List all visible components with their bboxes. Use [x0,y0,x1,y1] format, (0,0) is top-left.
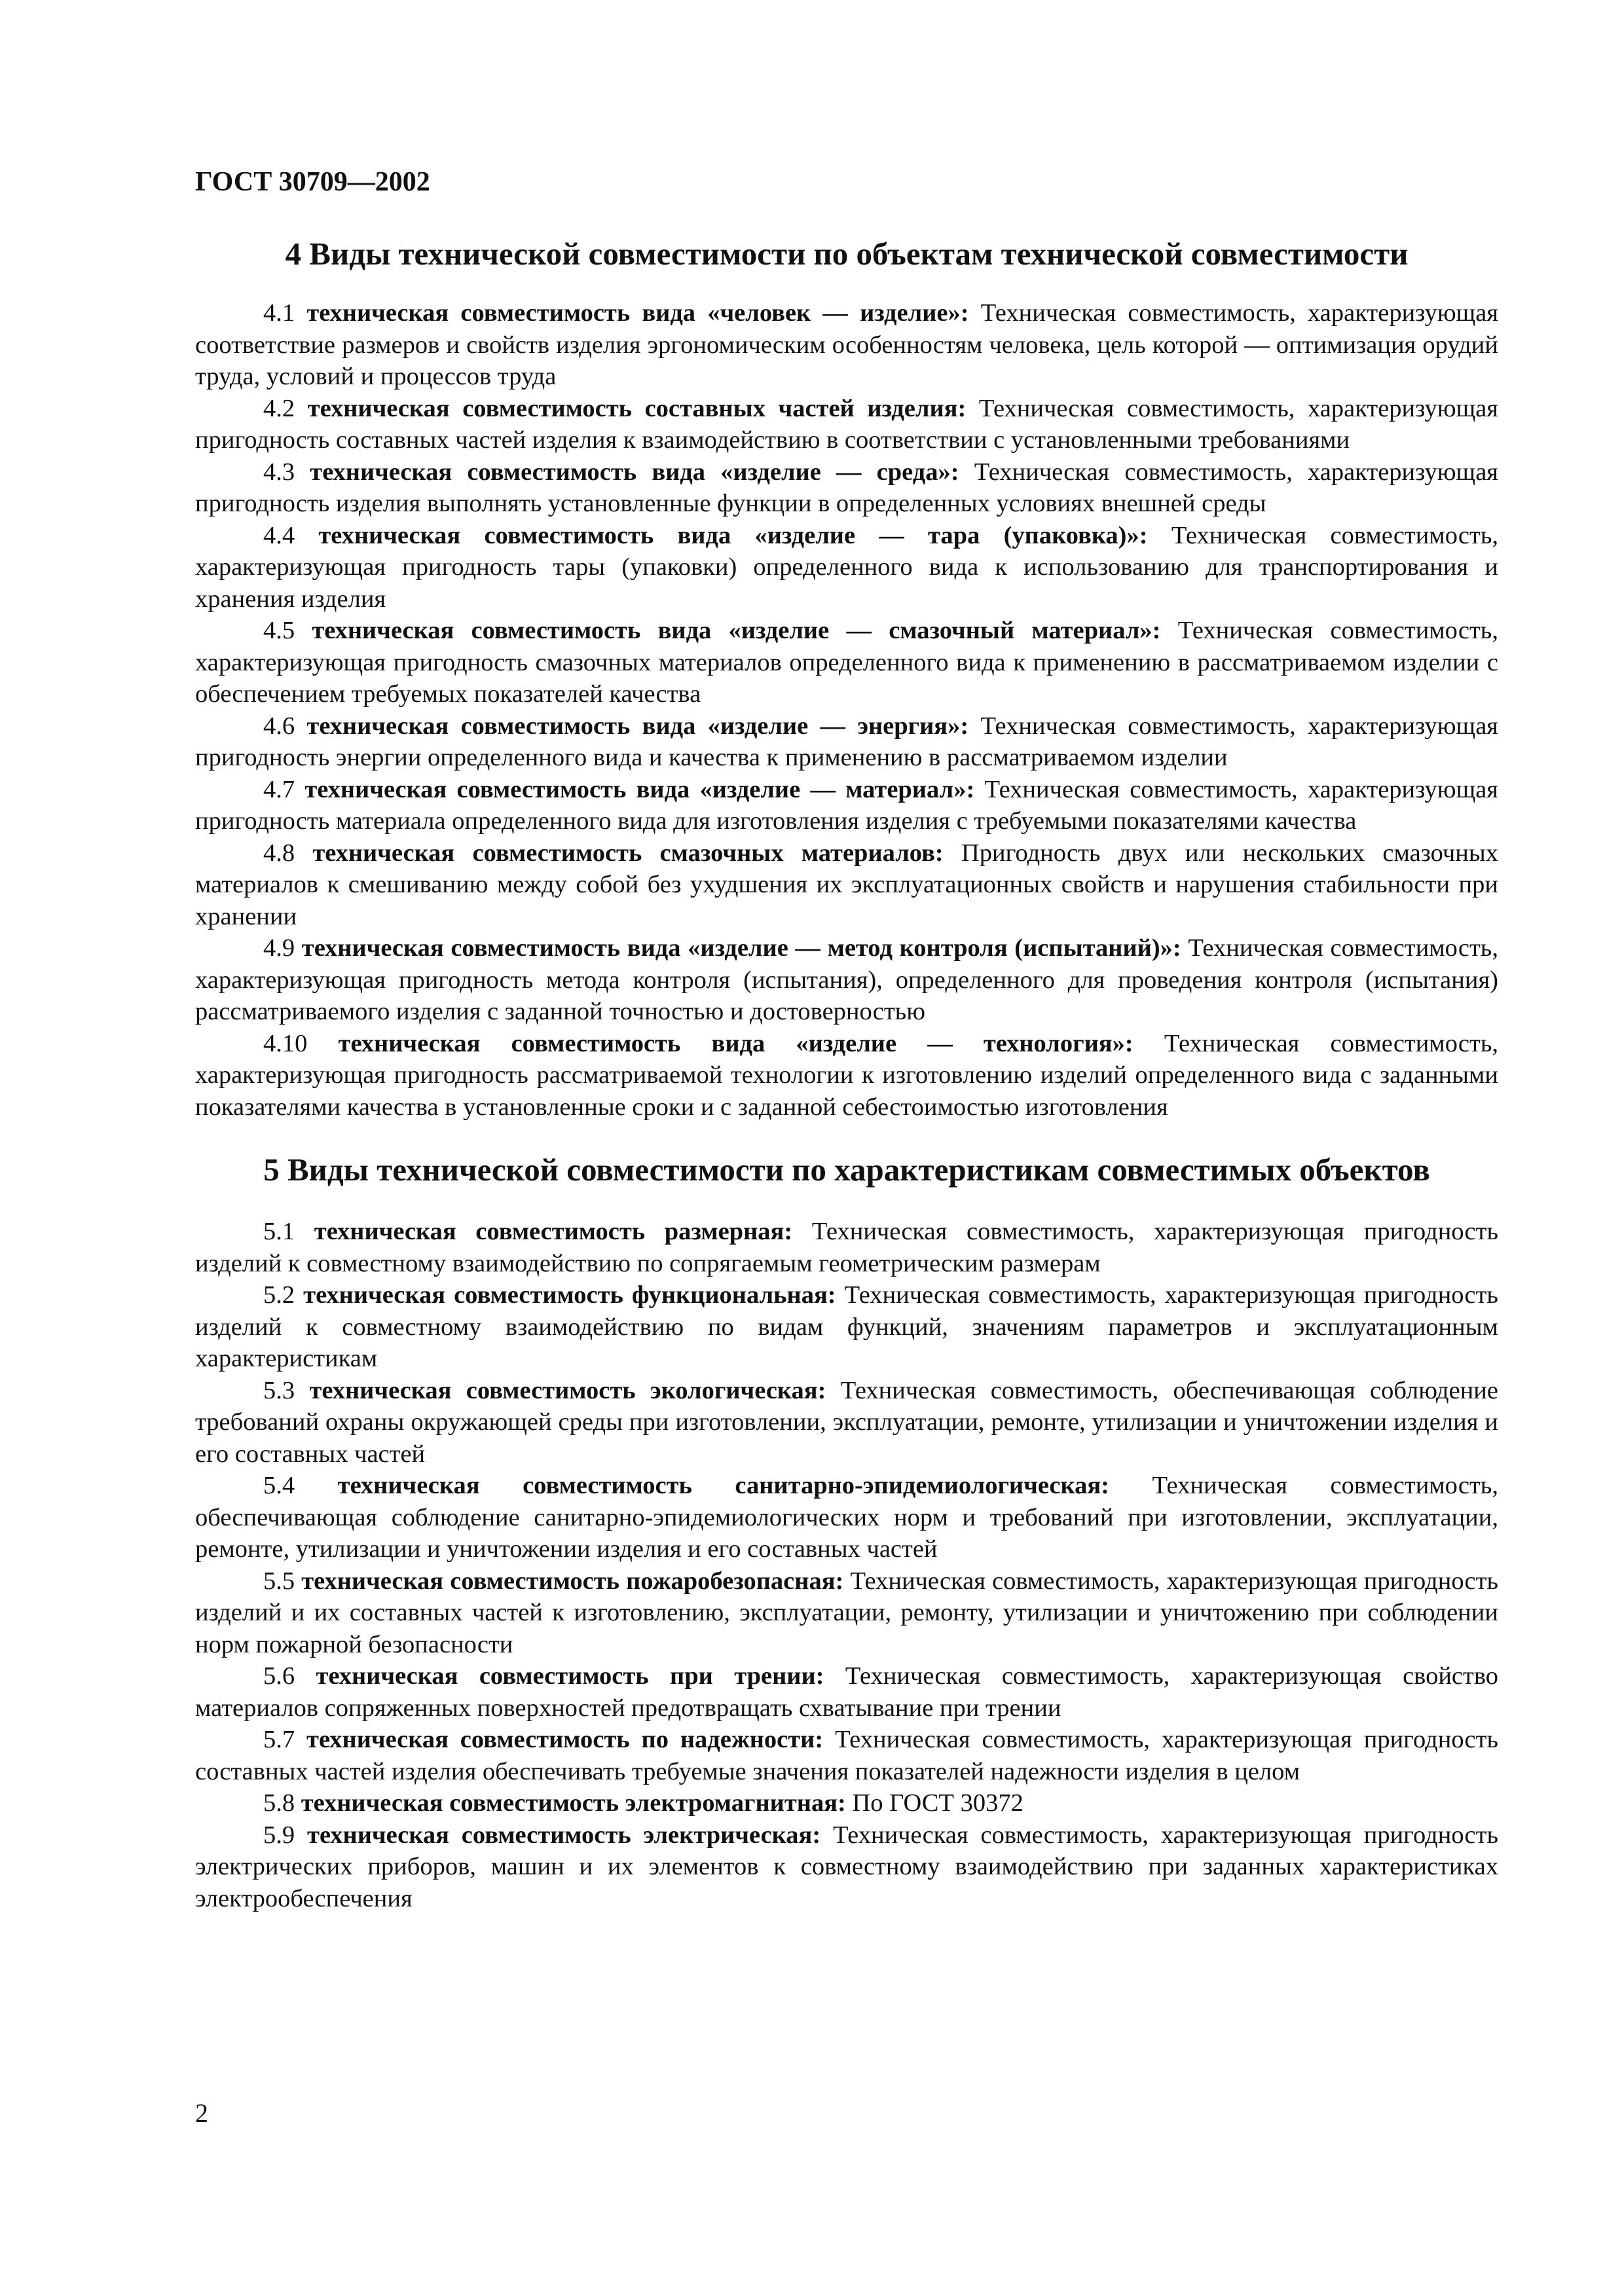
entry-number: 4.3 [263,458,295,486]
page-number: 2 [195,2098,208,2128]
entry-term: техническая совместимость вида «изделие — материал»: [304,775,975,803]
entry-definition: По ГОСТ 30372 [852,1789,1023,1817]
entry-4-9 [195,932,1498,1028]
entry-number: 5.5 [263,1567,295,1595]
entry-definition: Техническая совместимость, характеризующая пригодность электрических приборов, машин и их элементов к совместному взаимодействию при заданных характеристиках электрообеспечения [195,1821,1499,1912]
entry-definition: Техническая совместимость, характеризующая соответствие размеров и свойств изделия эргономическим особенностям человека, цель которой — оптимизация орудий труда, условий и процессов труда [195,299,1499,390]
entry-5-5 [195,1565,1498,1661]
entry-definition: Техническая совместимость, характеризующая пригодность изделий и их составных частей к изготовлению, эксплуатации, ремонту, утилизации и уничтожению при соблюдении норм пожарной безопасности [195,1567,1499,1658]
section-4-entries [195,297,1498,1123]
entry-definition: Пригодность двух или нескольких смазочных материалов к смешиванию между собой без ухудшения их эксплуатационных свойств и нарушения стабильности при хранении [195,839,1498,930]
entry-number: 4.1 [263,299,295,327]
entry-term: техническая совместимость вида «человек — изделие»: [306,299,969,327]
entry-definition: Техническая совместимость, характеризующая пригодность изделия выполнять установленные функции в определенных условиях внешней среды [195,458,1499,517]
entry-4-2 [195,393,1498,456]
entry-5-2 [195,1279,1498,1375]
entry-term: техническая совместимость составных частей изделия: [307,394,967,422]
entry-definition: Техническая совместимость, характеризующая пригодность составных частей изделия обеспечивать требуемые значения показателей надежности изделия в целом [195,1726,1499,1785]
entry-definition: Техническая совместимость, характеризующая пригодность составных частей изделия к взаимодействию в соответствии с установленными требованиями [195,394,1499,454]
entry-5-8 [195,1787,1498,1819]
entry-4-1 [195,297,1498,393]
entry-definition: Техническая совместимость, характеризующая пригодность тары (упаковки) определенного вида к использованию для транспортирования и хранения изделия [195,521,1499,613]
entry-term: техническая совместимость размерная: [314,1218,793,1245]
entry-number: 5.3 [263,1376,295,1404]
entry-4-8 [195,837,1498,933]
entry-number: 4.4 [263,521,295,549]
entry-number: 4.7 [263,775,295,803]
entry-term: техническая совместимость при трении: [316,1662,824,1690]
entry-number: 5.2 [263,1281,295,1309]
entry-number: 4.10 [263,1029,308,1057]
entry-number: 5.6 [263,1662,295,1690]
entry-5-6 [195,1660,1498,1724]
section-5-entries [195,1216,1498,1914]
entry-definition: Техническая совместимость, характеризующая пригодность материала определенного вида для изготовления изделия с требуемыми показателями качества [195,775,1499,835]
entry-definition: Техническая совместимость, характеризующая пригодность метода контроля (испытания), определенного для проведения контроля (испытания) рассматриваемого изделия с заданной точностью и достоверностью [195,934,1498,1025]
entry-definition: Техническая совместимость, характеризующая пригодность изделий к совместному взаимодействию по сопрягаемым геометрическим размерам [195,1218,1499,1277]
document-page [195,162,1498,1914]
entry-definition: Техническая совместимость, характеризующая пригодность смазочных материалов определенного вида к применению в рассматриваемом изделии с обеспечением требуемых показателей качества [195,617,1498,708]
entry-5-4 [195,1470,1498,1565]
entry-term: техническая совместимость вида «изделие — тара (упаковка)»: [318,521,1148,549]
entry-term: техническая совместимость вида «изделие — смазочный материал»: [312,617,1161,644]
entry-definition: Техническая совместимость, характеризующая свойство материалов сопряженных поверхностей предотвращать схватывание при трении [195,1662,1499,1722]
entry-number: 4.5 [263,617,295,644]
entry-term: техническая совместимость электрическая: [307,1821,821,1849]
entry-term: техническая совместимость функциональная: [303,1281,836,1309]
entry-number: 4.6 [263,712,295,740]
section-5-heading: 5 Виды технической совместимости по характеристикам совместимых объектов [263,1152,1430,1188]
entry-term: техническая совместимость вида «изделие — среда»: [310,458,959,486]
entry-5-9 [195,1819,1498,1915]
entry-number: 4.2 [263,394,295,422]
entry-5-7 [195,1724,1498,1787]
entry-definition: Техническая совместимость, обеспечивающая соблюдение требований охраны окружающей среды при изготовлении, эксплуатации, ремонте, утилизации и уничтожении изделия и его составных частей [195,1376,1499,1468]
entry-term: техническая совместимость смазочных материалов: [312,839,944,867]
entry-number: 4.9 [263,934,295,962]
entry-4-6 [195,710,1498,774]
entry-term: техническая совместимость вида «изделие — метод контроля (испытаний)»: [301,934,1181,962]
entry-term: техническая совместимость пожаробезопасная: [301,1567,844,1595]
entry-number: 5.7 [263,1726,295,1753]
entry-5-1 [195,1216,1498,1279]
entry-4-5 [195,615,1498,710]
entry-definition: Техническая совместимость, обеспечивающая соблюдение санитарно-эпидемиологических норм и требований при изготовлении, эксплуатации, ремонте, утилизации и уничтожении изделия и его составных частей [195,1472,1498,1563]
entry-5-3 [195,1375,1498,1470]
entry-number: 5.1 [263,1218,295,1245]
entry-term: техническая совместимость вида «изделие — технология»: [338,1029,1134,1057]
document-code: ГОСТ 30709—2002 [195,167,430,197]
entry-term: техническая совместимость вида «изделие — энергия»: [306,712,969,740]
entry-term: техническая совместимость электромагнитная: [301,1789,846,1817]
entry-definition: Техническая совместимость, характеризующая пригодность энергии определенного вида и качества к применению в рассматриваемом изделии [195,712,1499,771]
entry-term: техническая совместимость экологическая: [309,1376,826,1404]
entry-term: техническая совместимость санитарно-эпидемиологическая: [337,1472,1109,1499]
entry-4-7 [195,774,1498,837]
entry-term: техническая совместимость по надежности: [306,1726,824,1753]
entry-number: 4.8 [263,839,295,867]
section-4-heading: 4 Виды технической совместимости по объектам технической совместимости [285,236,1409,272]
entry-number: 5.8 [263,1789,295,1817]
entry-definition: Техническая совместимость, характеризующая пригодность рассматриваемой технологии к изготовлению изделий определенного вида с заданными показателями качества в установленные сроки и с заданной себестоимостью изготовления [195,1029,1499,1121]
entry-4-4 [195,520,1498,615]
entry-definition: Техническая совместимость, характеризующая пригодность изделий к совместному взаимодействию по видам функций, значениям параметров и эксплуатационным характеристикам [195,1281,1498,1372]
entry-number: 5.4 [263,1472,295,1499]
entry-number: 5.9 [263,1821,295,1849]
entry-4-3 [195,456,1498,520]
entry-4-10 [195,1028,1498,1123]
